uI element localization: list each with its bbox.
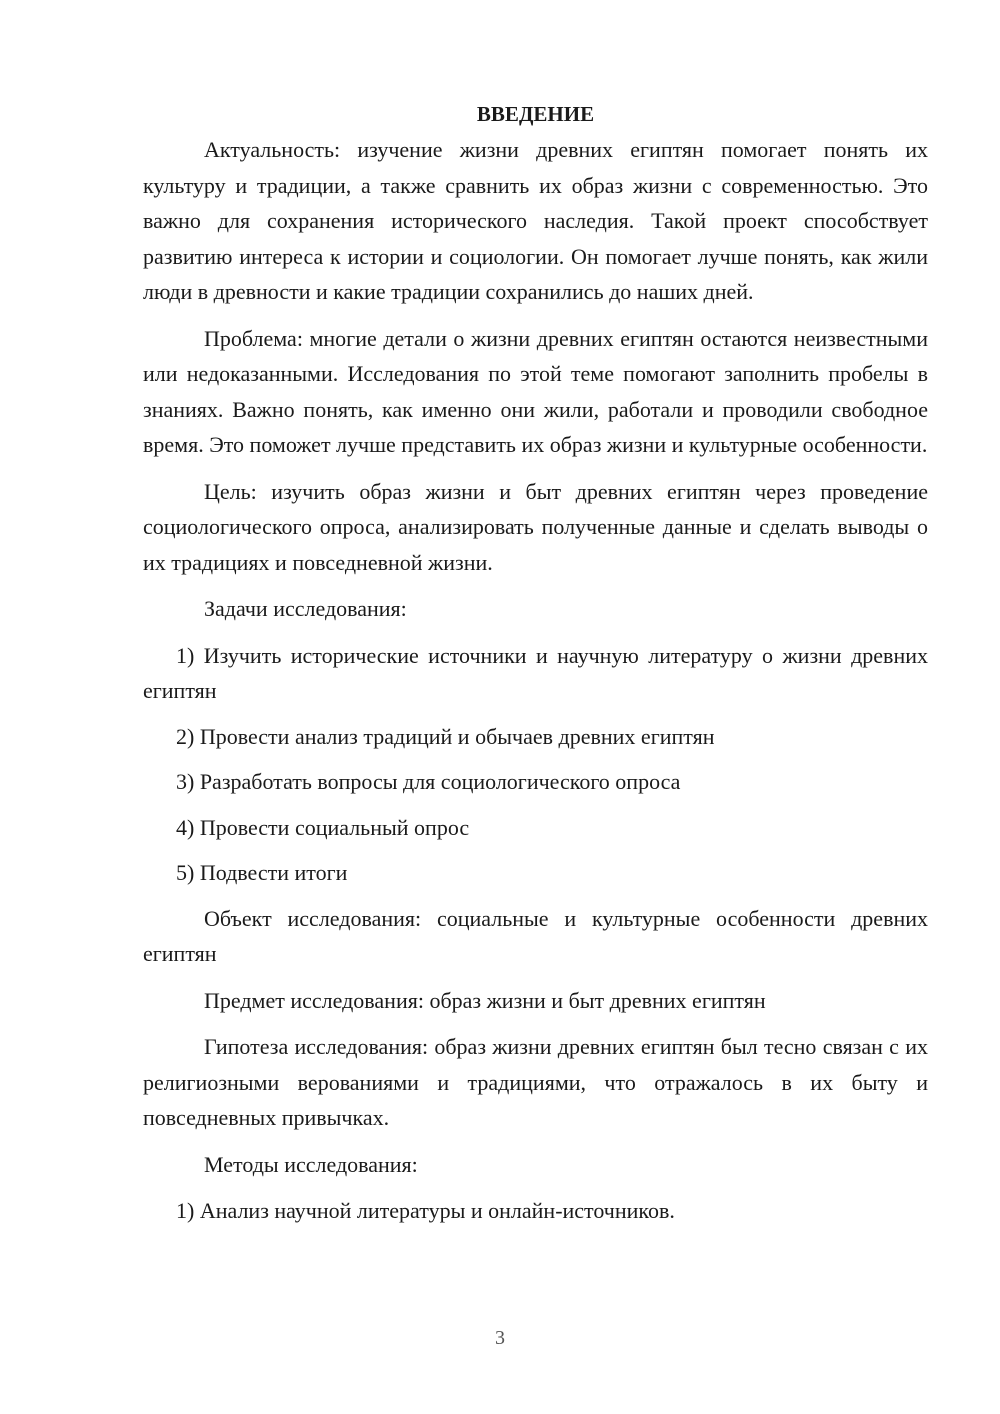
- task-item: 3) Разработать вопросы для социологического опроса: [176, 769, 681, 794]
- object-paragraph: Объект исследования: социальные и культурные особенности древних египтян: [143, 905, 928, 966]
- task-item: 5) Подвести итоги: [176, 860, 348, 885]
- page-title: ВВЕДЕНИЕ: [476, 102, 595, 126]
- subject-paragraph: Предмет исследования: образ жизни и быт древних египтян: [204, 987, 766, 1013]
- goal-paragraph: Цель: изучить образ жизни и быт древних египтян через проведение социологического опроса, анализировать полученные данные и сделать выводы о их традициях и повседневной жизни.: [143, 478, 928, 575]
- task-item: 2) Провести анализ традиций и обычаев древних египтян: [176, 723, 715, 749]
- problem-paragraph: Проблема: многие детали о жизни древних египтян остаются неизвестными или недоказанными. Исследования по этой теме помогают заполнить пробелы в знаниях. Важно понять, как именно они жили, работали и проводили свободное время. Это поможет лучше представить их образ жизни и культурные особенности.: [143, 325, 928, 457]
- task-item: 4) Провести социальный опрос: [176, 814, 470, 840]
- document-page: [143, 96, 928, 1239]
- method-item: 1) Анализ научной литературы и онлайн-источников.: [176, 1198, 675, 1223]
- page-number: 3: [495, 1327, 505, 1349]
- methods-heading: Методы исследования:: [204, 1151, 418, 1177]
- relevance-paragraph: Актуальность: изучение жизни древних египтян помогает понять их культуру и традиции, а также сравнить их образ жизни с современностью. Это важно для сохранения исторического наследия. Такой проект способствует развитию интереса к истории и социологии. Он помогает лучше понять, как жили люди в древности и какие традиции сохранились до наших дней.: [143, 137, 928, 304]
- hypothesis-paragraph: Гипотеза исследования: образ жизни древних египтян был тесно связан с их религиозными верованиями и традициями, что отражалось в их быту и повседневных привычках.: [143, 1034, 928, 1130]
- task-item: 1) Изучить исторические источники и научную литературу о жизни древних египтян: [143, 642, 928, 703]
- tasks-heading: Задачи исследования:: [204, 596, 407, 621]
